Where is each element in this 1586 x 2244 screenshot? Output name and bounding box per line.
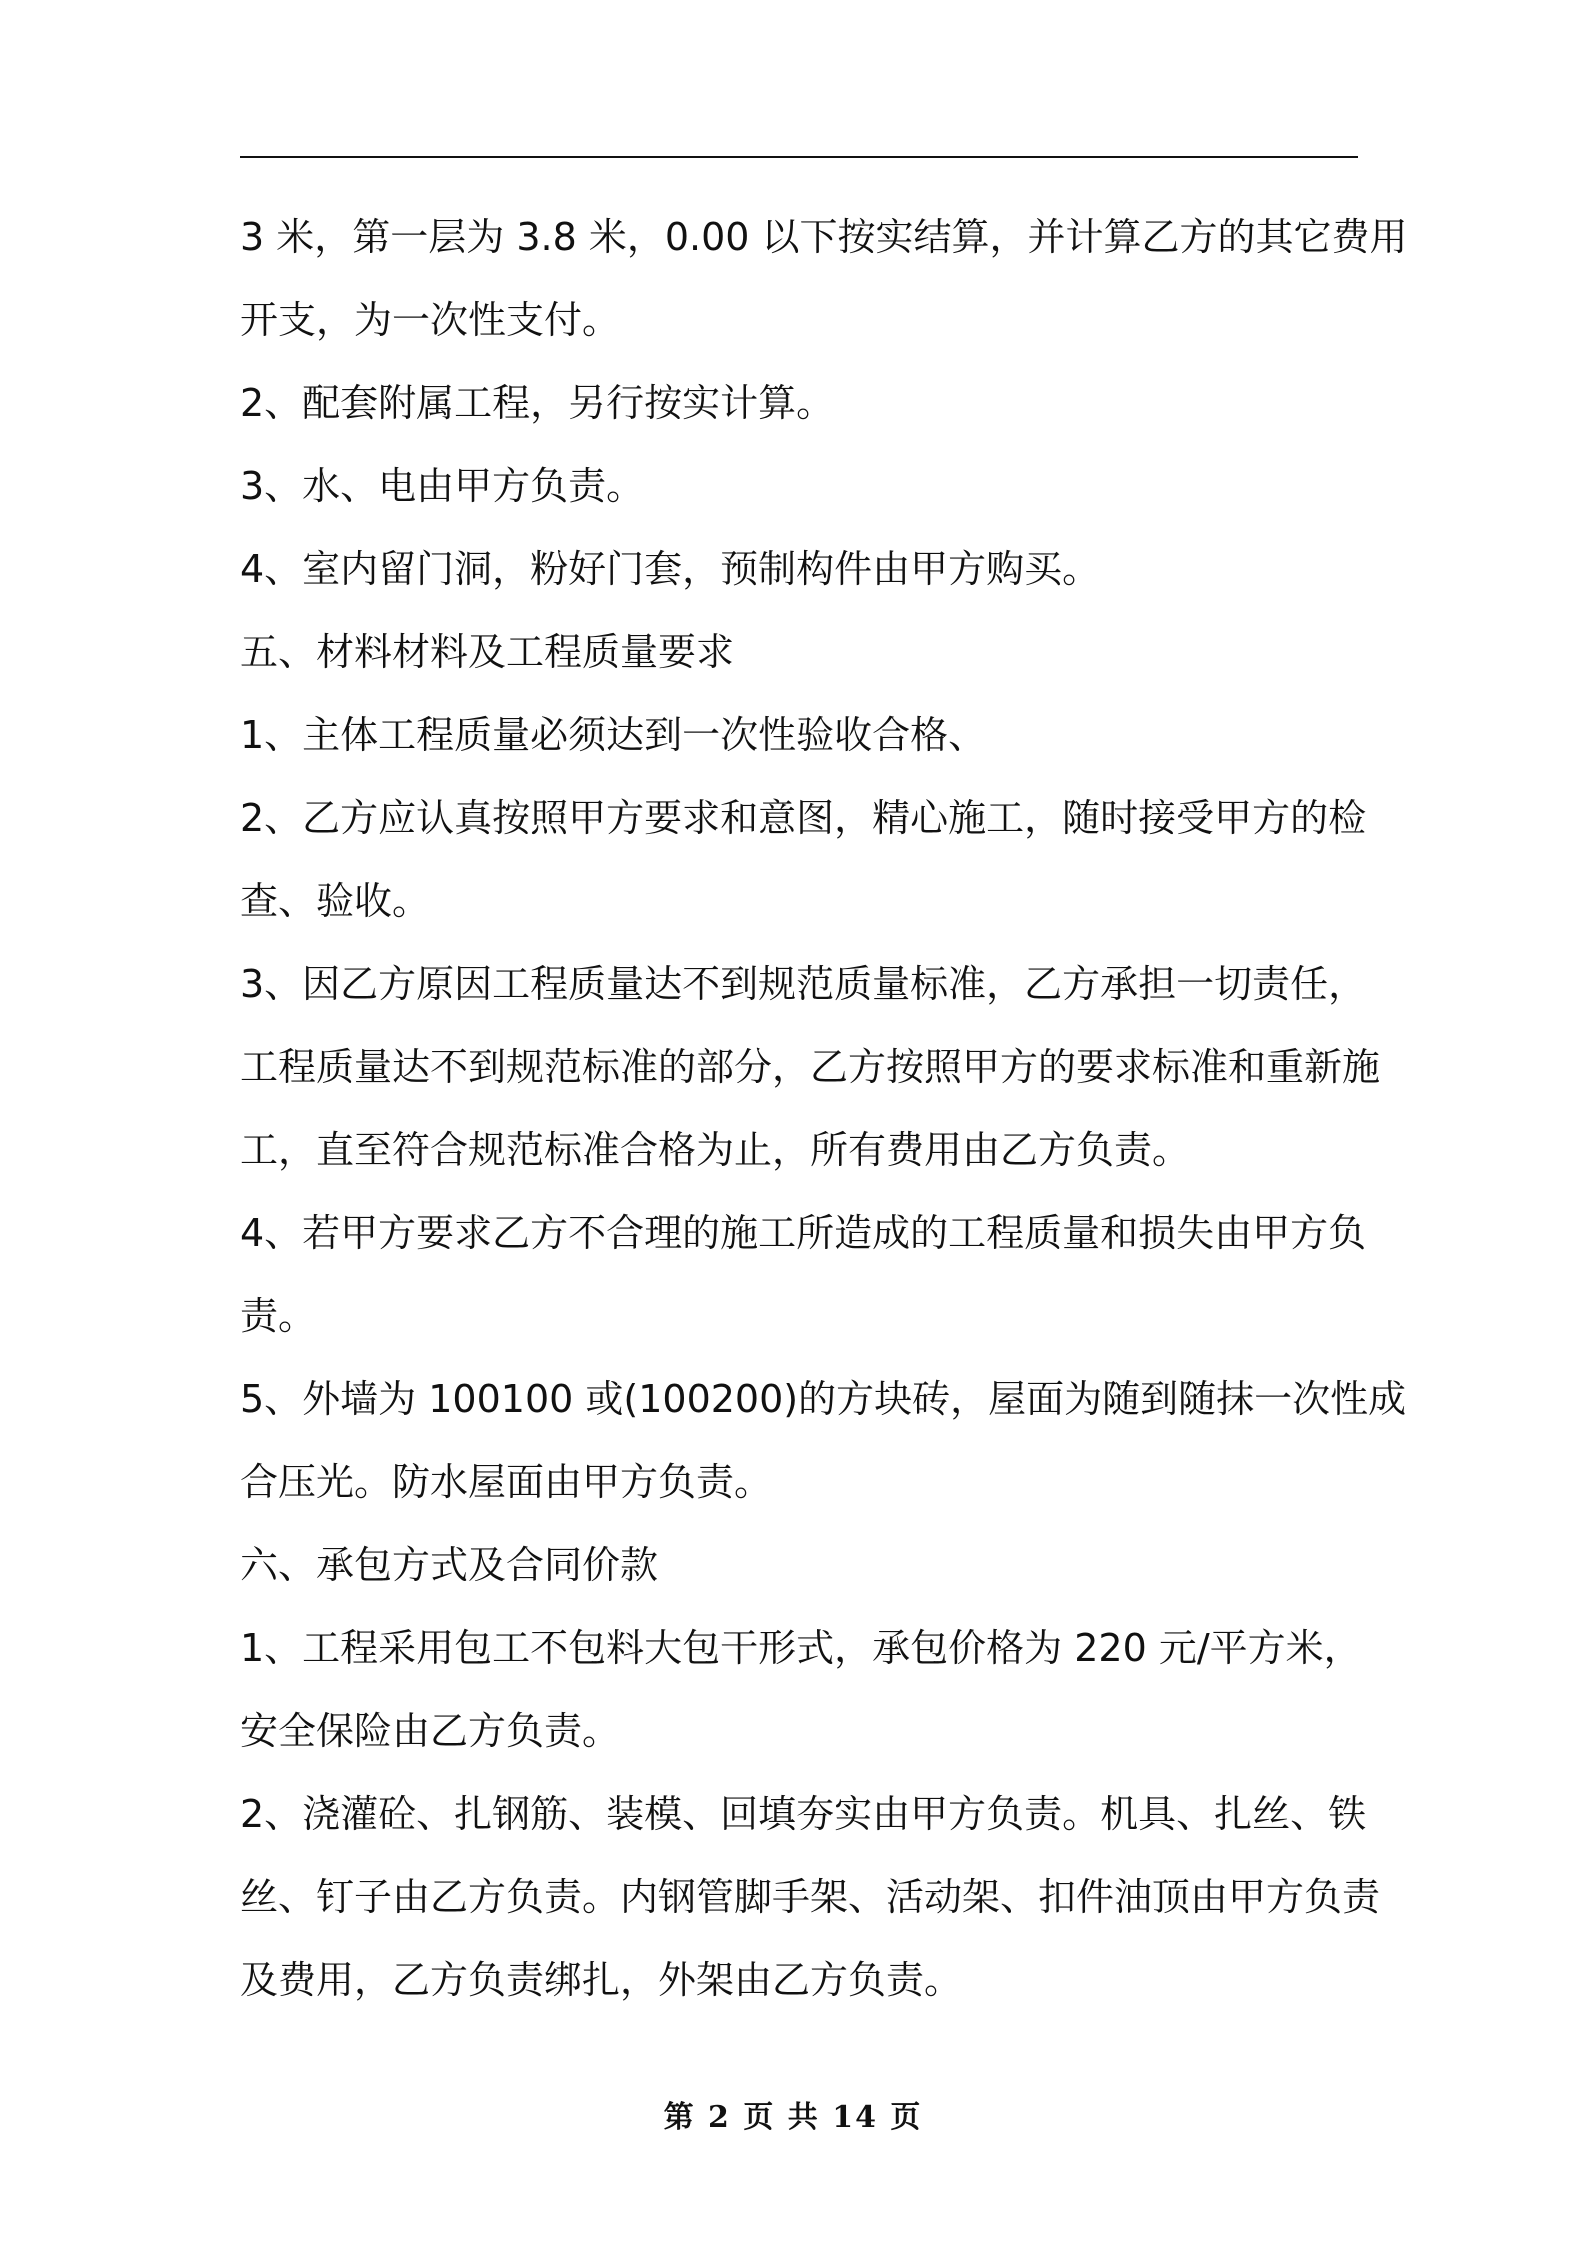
text-line: 1、工程采用包工不包料大包干形式，承包价格为 220 元/平方米， <box>240 1626 1362 1670</box>
text-line: 4、室内留门洞，粉好门套，预制构件由甲方购买。 <box>240 547 1101 591</box>
text-line: 3、因乙方原因工程质量达不到规范质量标准，乙方承担一切责任， <box>240 962 1367 1006</box>
text-line: 3、水、电由甲方负责。 <box>240 464 645 508</box>
text-line: 2、乙方应认真按照甲方要求和意图，精心施工，随时接受甲方的检 <box>240 796 1367 840</box>
text-line: 丝、钉子由乙方负责。内钢管脚手架、活动架、扣件油顶由甲方负责 <box>240 1875 1381 1919</box>
text-line: 工，直至符合规范标准合格为止，所有费用由乙方负责。 <box>240 1128 1191 1172</box>
text-line: 责。 <box>240 1294 317 1338</box>
text-line: 2、配套附属工程，另行按实计算。 <box>240 381 835 425</box>
text-line: 查、验收。 <box>240 879 431 923</box>
section-heading: 五、材料材料及工程质量要求 <box>240 630 735 674</box>
text-line: 开支，为一次性支付。 <box>240 298 621 342</box>
text-line: 3 米，第一层为 3.8 米，0.00 以下按实结算，并计算乙方的其它费用 <box>240 215 1408 259</box>
text-line: 及费用，乙方负责绑扎，外架由乙方负责。 <box>240 1958 963 2002</box>
text-line: 工程质量达不到规范标准的部分，乙方按照甲方的要求标准和重新施 <box>240 1045 1381 1089</box>
text-line: 1、主体工程质量必须达到一次性验收合格、 <box>240 713 987 757</box>
text-line: 5、外墙为 100100 或(100200)的方块砖，屋面为随到随抹一次性成 <box>240 1377 1407 1421</box>
text-line: 2、浇灌砼、扎钢筋、装模、回填夯实由甲方负责。机具、扎丝、铁 <box>240 1792 1367 1836</box>
text-line: 合压光。防水屋面由甲方负责。 <box>240 1460 773 1504</box>
page-footer <box>0 2092 1586 2136</box>
section-heading: 六、承包方式及合同价款 <box>240 1543 659 1587</box>
document-body <box>240 196 1408 2022</box>
header-rule <box>240 156 1358 158</box>
text-line: 安全保险由乙方负责。 <box>240 1709 621 1753</box>
text-line: 4、若甲方要求乙方不合理的施工所造成的工程质量和损失由甲方负 <box>240 1211 1367 1255</box>
page-number-label: 第 2 页 共 14 页 <box>663 2100 923 2135</box>
